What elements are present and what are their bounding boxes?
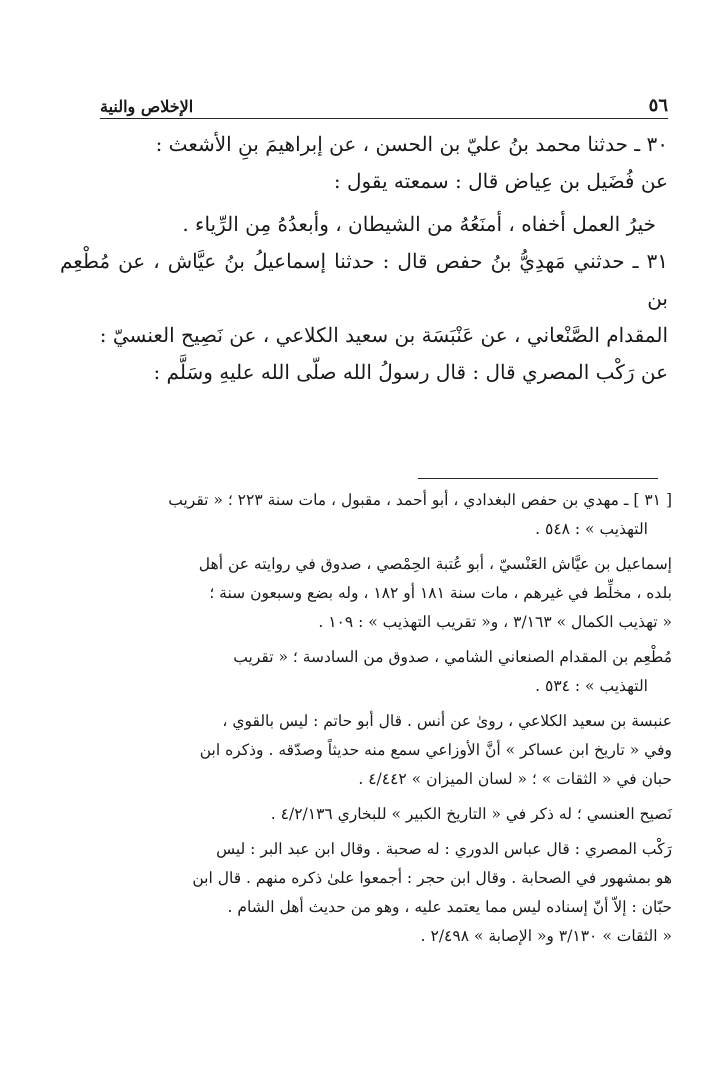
footnote-line: التهذيب » : ٥٤٨ . — [535, 520, 648, 538]
footnote-mahdi — [36, 486, 672, 544]
footnote-nasih — [36, 800, 672, 829]
footnote-line: إسماعيل بن عيَّاش العَنْسيّ ، أبو عُتبة الحِمْصي ، صدوق في روايته عن أهل — [198, 555, 672, 573]
footnote-line: مُطْعِم بن المقدام الصنعاني الشامي ، صدوق من السادسة ؛ « تقريب — [233, 648, 672, 666]
hadith-30-saying: خيرُ العمل أخفاه ، أمنَعُهُ من الشيطان ، وأبعدُهُ مِن الرِّياء . — [182, 212, 656, 236]
page-number: ٥٦ — [648, 95, 668, 116]
hadith-31-line-3: عن رَكْب المصري قال : قال رسولُ الله صلّى الله عليهِ وسَلَّم : — [153, 360, 668, 384]
footnote-line: عنبسة بن سعيد الكلاعي ، روىٰ عن أنس . قال أبو حاتم : ليس بالقوي ، — [222, 712, 672, 730]
hadith-30-line-1: ٣٠ ـ حدثنا محمد بنُ عليّ بن الحسن ، عن إبراهيمَ بنِ الأشعث : — [155, 132, 668, 156]
footnote-ismail — [36, 550, 672, 637]
footnote-line: حبّان : إلاّ أنّ إسناده ليس مما يعتمد عليه ، وهو من حديث أهل الشام . — [227, 898, 672, 916]
footnote-line: نَصيح العنسي ؛ له ذكر في « التاريخ الكبير » للبخاري ٤/٢/١٣٦ . — [270, 805, 672, 823]
footnote-line: حبان في « الثقات » ؛ « لسان الميزان » ٤/٤٤٢ . — [358, 770, 672, 788]
hadith-31-line-2: المقدام الصَّنْعاني ، عن عَنْبَسَة بن سعيد الكلاعي ، عن نَصِيح العنسيّ : — [99, 323, 668, 347]
hadith-31 — [60, 243, 668, 391]
hadith-30-line-2: عن فُضَيل بن عِياض قال : سمعته يقول : — [333, 169, 668, 193]
footnote-line: « الثقات » ٣/١٣٠ و« الإصابة » ٢/٤٩٨ . — [420, 927, 672, 945]
footnote-line: وفي « تاريخ ابن عساكر » أنَّ الأوزاعي سمع منه حديثاً وصدّقه . وذكره ابن — [199, 741, 672, 759]
footnote-line: [ ٣١ ] ـ مهدي بن حفص البغدادي ، أبو أحمد ، مقبول ، مات سنة ٢٢٣ ؛ « تقريب — [168, 491, 672, 509]
hadith-31-line-1: ٣١ ـ حدثني مَهدِيُّ بنُ حفص قال : حدثنا إسماعيلُ بنُ عيَّاش ، عن مُطْعِم بن — [60, 249, 668, 310]
running-title: الإخلاص والنية — [100, 97, 194, 116]
hadith-30 — [60, 126, 668, 200]
footnotes — [36, 486, 672, 957]
footnote-line: « تهذيب الكمال » ٣/١٦٣ ، و« تقريب التهذيب » : ١٠٩ . — [318, 613, 672, 631]
footnote-line: التهذيب » : ٥٣٤ . — [535, 677, 648, 695]
footnote-line: رَكْب المصري : قال عباس الدوري : له صحبة . وقال ابن عبد البر : ليس — [216, 840, 672, 858]
footnote-line: بلده ، مخلِّط في غيرهم ، مات سنة ١٨١ أو ١٨٢ ، وله بضع وسبعون سنة ؛ — [209, 584, 672, 602]
footnote-anbasa — [36, 707, 672, 794]
footnote-line: هو بمشهور في الصحابة . وقال ابن حجر : أجمعوا علىٰ ذكره منهم . قال ابن — [192, 869, 672, 887]
page-header — [100, 92, 668, 119]
main-text — [60, 126, 668, 391]
footnote-rakb — [36, 835, 672, 951]
footnote-mutim — [36, 643, 672, 701]
footnote-separator — [418, 478, 658, 479]
